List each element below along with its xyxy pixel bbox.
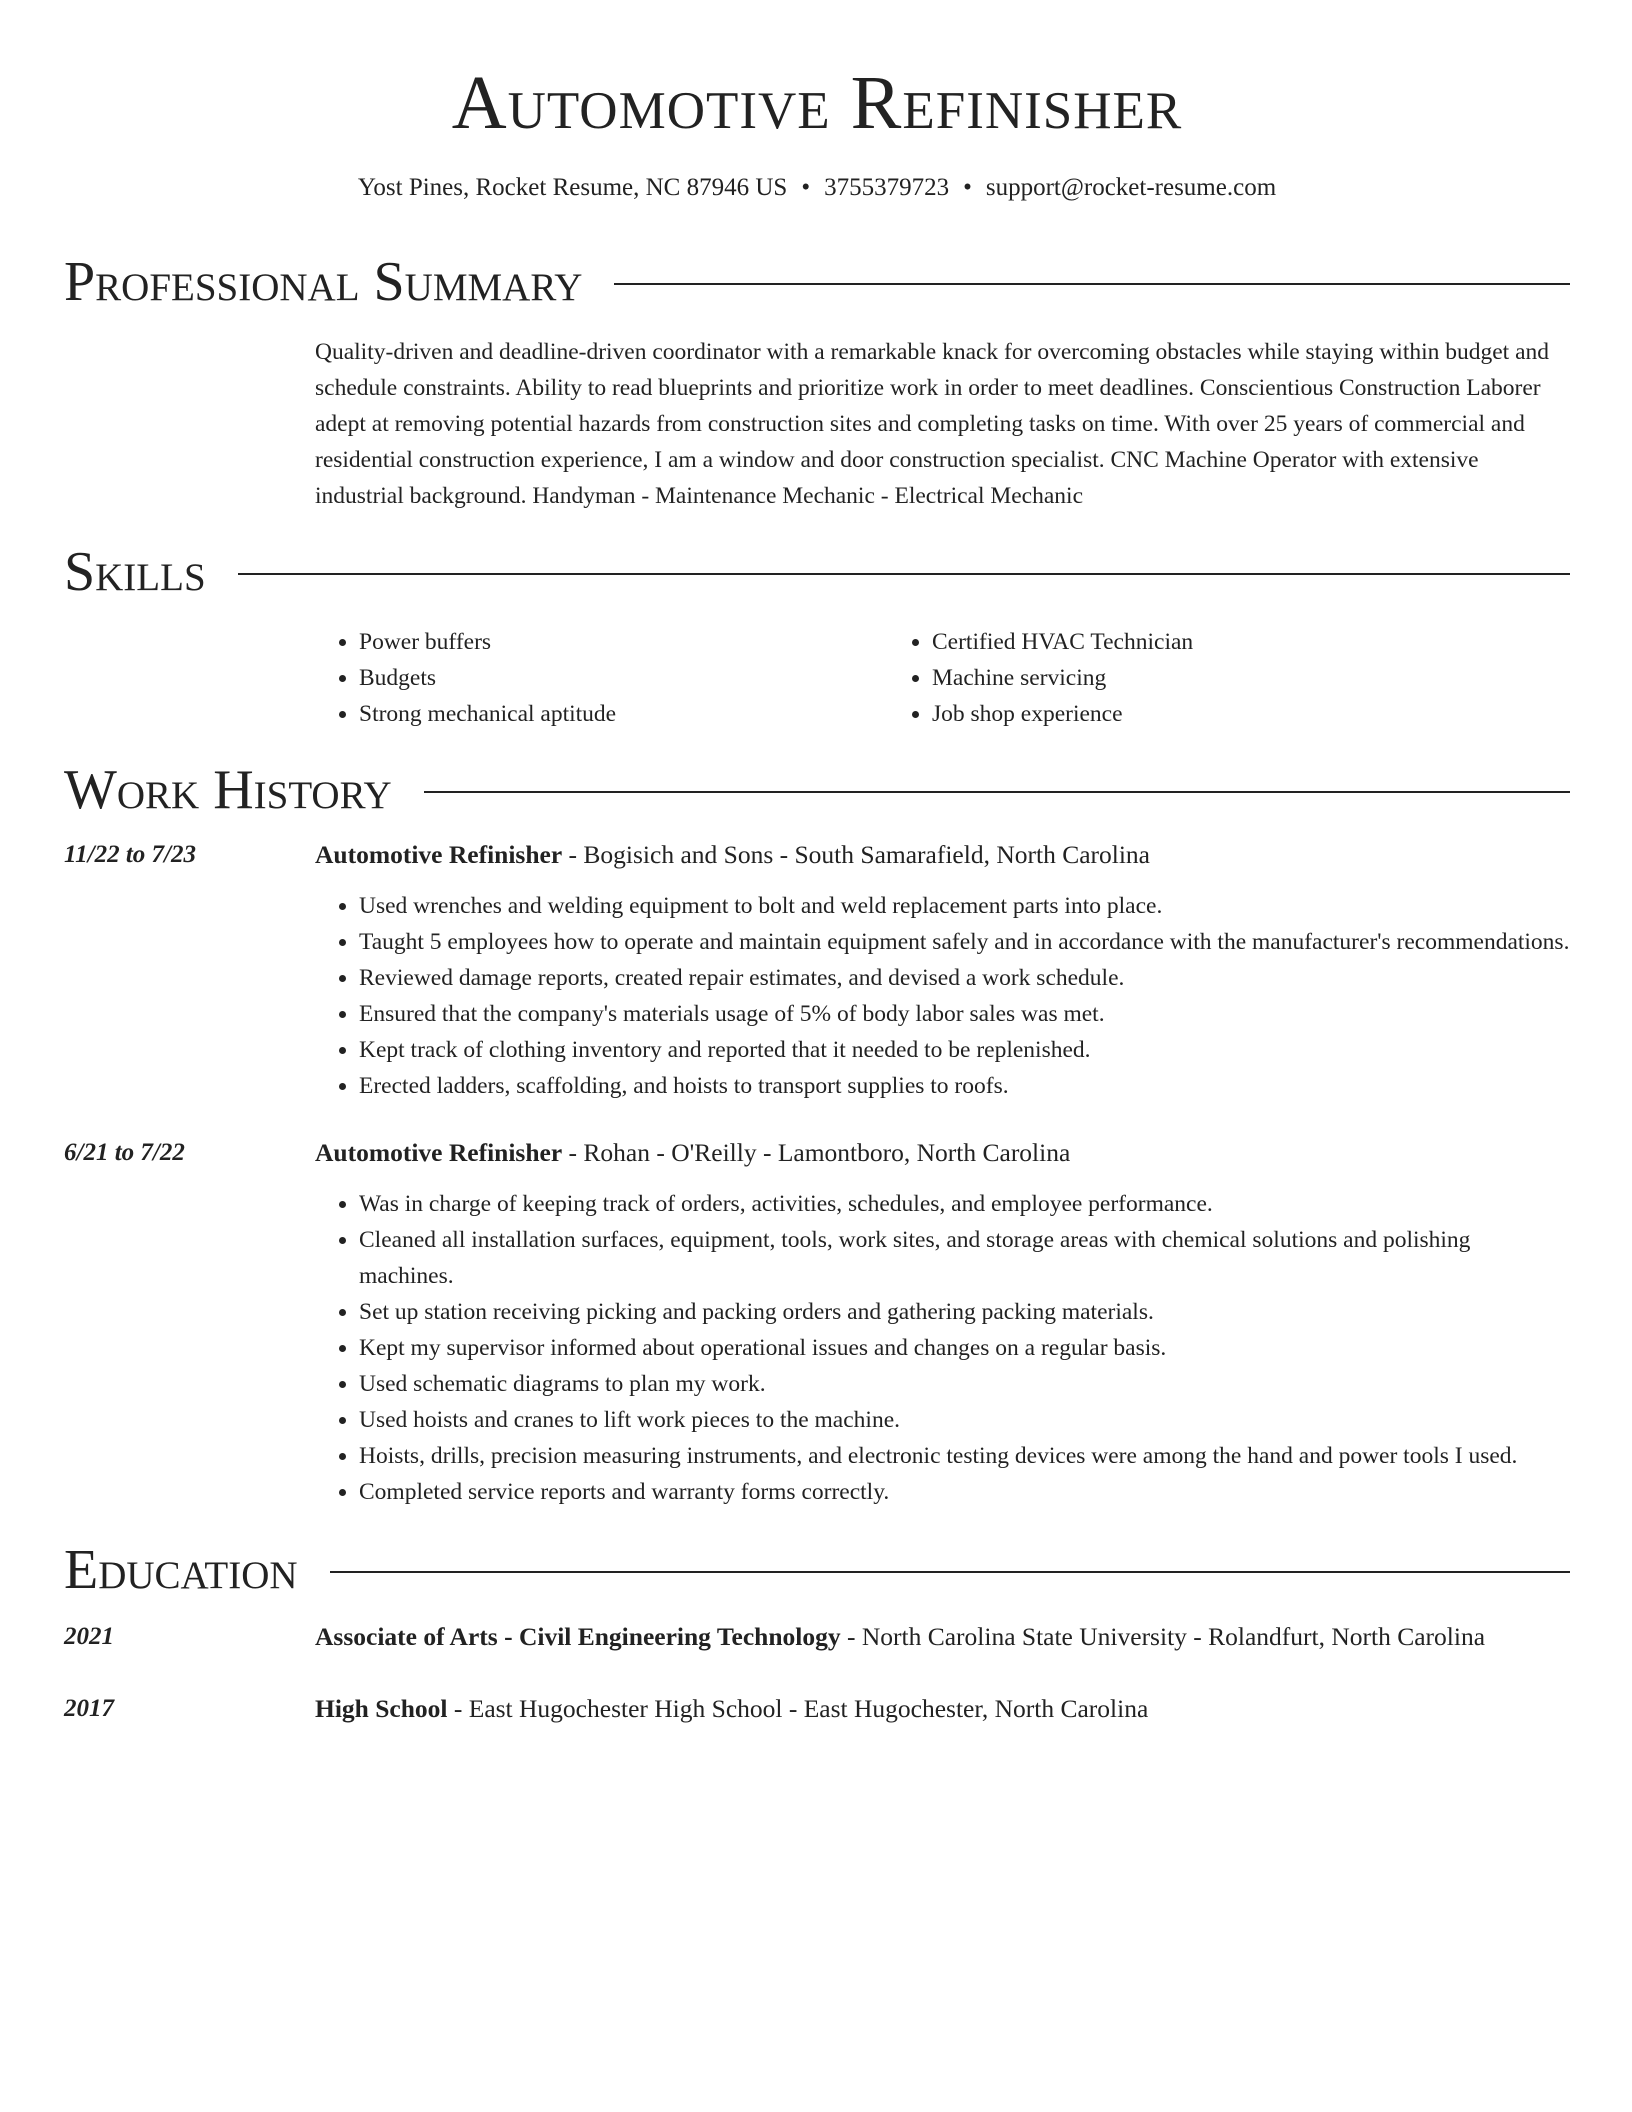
job-entry xyxy=(64,838,1570,872)
job-title: Automotive Refinisher xyxy=(315,1138,563,1167)
job-dates: 11/22 to 7/23 xyxy=(64,841,196,868)
job-entry xyxy=(64,1136,1570,1170)
address: Yost Pines, Rocket Resume, NC 87946 US xyxy=(357,174,788,201)
job-bullet: • Kept my supervisor informed about operational issues and changes on a regular basis. xyxy=(359,1330,1570,1366)
skills-title: Skills xyxy=(64,541,206,603)
skills-list xyxy=(315,624,1570,732)
job-bullets xyxy=(315,1186,1570,1510)
job-bullet: • Was in charge of keeping track of orders, activities, schedules, and employee performance. xyxy=(359,1186,1570,1222)
summary-body xyxy=(315,334,1570,514)
job-bullet: • Ensured that the company's materials usage of 5% of body labor sales was met. xyxy=(359,996,1570,1032)
job-details: - Rohan - O'Reilly - Lamontboro, North Carolina xyxy=(562,1138,1071,1167)
skill-item: • Machine servicing xyxy=(932,660,1461,696)
job-bullet: • Taught 5 employees how to operate and maintain equipment safely and in accordance with the manufacturer's recommendations. xyxy=(359,924,1570,960)
education-year: 2017 xyxy=(64,1695,114,1722)
education-heading xyxy=(315,1692,1570,1726)
education-degree: Associate of Arts - Civil Engineering Technology xyxy=(315,1622,841,1651)
job-bullet: • Used wrenches and welding equipment to bolt and weld replacement parts into place. xyxy=(359,888,1570,924)
job-bullet: • Cleaned all installation surfaces, equipment, tools, work sites, and storage areas with chemical solutions and polishing machines. xyxy=(359,1222,1570,1294)
skill-item: • Job shop experience xyxy=(932,696,1461,732)
skill-item: • Budgets xyxy=(359,660,888,696)
skills-column-left xyxy=(315,624,888,732)
job-bullet: • Erected ladders, scaffolding, and hoists to transport supplies to roofs. xyxy=(359,1068,1570,1104)
email[interactable]: support@rocket-resume.com xyxy=(985,174,1277,201)
job-bullet: • Hoists, drills, precision measuring instruments, and electronic testing devices were among the hand and power tools I used. xyxy=(359,1438,1570,1474)
job-bullet: • Used hoists and cranes to lift work pieces to the machine. xyxy=(359,1402,1570,1438)
education-year: 2021 xyxy=(64,1623,114,1650)
education-degree: High School xyxy=(315,1694,448,1723)
education-entry xyxy=(64,1692,1570,1726)
separator-1: • xyxy=(801,174,811,201)
education-details: - East Hugochester High School - East Hugochester, North Carolina xyxy=(447,1694,1149,1723)
job-bullets xyxy=(315,888,1570,1104)
skills-column-right xyxy=(888,624,1461,732)
summary-title: Professional Summary xyxy=(64,251,583,313)
summary-section-header xyxy=(64,250,1570,314)
job-bullet-list xyxy=(315,888,1570,1104)
summary-text: Quality-driven and deadline-driven coordinator with a remarkable knack for overcoming obstacles while staying within budget and schedule constraints. Ability to read blueprints and prioritize work in order to meet deadlines. Conscientious Construction Laborer adept at removing potential hazards from construction sites and completing tasks on time. With over 25 years of commercial and residential construction experience, I am a window and door construction specialist. CNC Machine Operator with extensive industrial background. Handyman - Maintenance Mechanic - Electrical Mechanic xyxy=(315,339,1550,509)
separator-2: • xyxy=(963,174,972,201)
job-title: Automotive Refinisher xyxy=(315,840,563,869)
education-title: Education xyxy=(64,1539,298,1601)
work-title: Work History xyxy=(64,759,392,821)
skills-section-header xyxy=(64,540,1570,604)
work-section-header xyxy=(64,758,1570,822)
section-divider xyxy=(614,283,1570,285)
skill-item: • Strong mechanical aptitude xyxy=(359,696,888,732)
job-bullet: • Kept track of clothing inventory and reported that it needed to be replenished. xyxy=(359,1032,1570,1068)
skill-item: • Certified HVAC Technician xyxy=(932,624,1461,660)
phone: 3755379723 xyxy=(824,174,950,201)
job-heading xyxy=(315,1136,1570,1170)
resume-page xyxy=(64,0,1570,1726)
job-bullet: • Reviewed damage reports, created repair estimates, and devised a work schedule. xyxy=(359,960,1570,996)
job-bullet-list xyxy=(315,1186,1570,1510)
job-heading xyxy=(315,838,1570,872)
education-details: - North Carolina State University - Rolandfurt, North Carolina xyxy=(840,1622,1486,1651)
section-divider xyxy=(330,1571,1570,1573)
job-dates: 6/21 to 7/22 xyxy=(64,1139,185,1166)
education-entry xyxy=(64,1620,1570,1654)
job-bullet: • Used schematic diagrams to plan my work. xyxy=(359,1366,1570,1402)
section-divider xyxy=(424,791,1570,793)
job-details: - Bogisich and Sons - South Samarafield, North Carolina xyxy=(562,840,1151,869)
candidate-name: Automotive Refinisher xyxy=(451,61,1183,145)
contact-line xyxy=(64,172,1570,204)
skill-item: • Power buffers xyxy=(359,624,888,660)
education-heading xyxy=(315,1620,1570,1654)
job-bullet: • Completed service reports and warranty forms correctly. xyxy=(359,1474,1570,1510)
education-section-header xyxy=(64,1538,1570,1602)
job-bullet: • Set up station receiving picking and packing orders and gathering packing materials. xyxy=(359,1294,1570,1330)
section-divider xyxy=(238,573,1570,575)
